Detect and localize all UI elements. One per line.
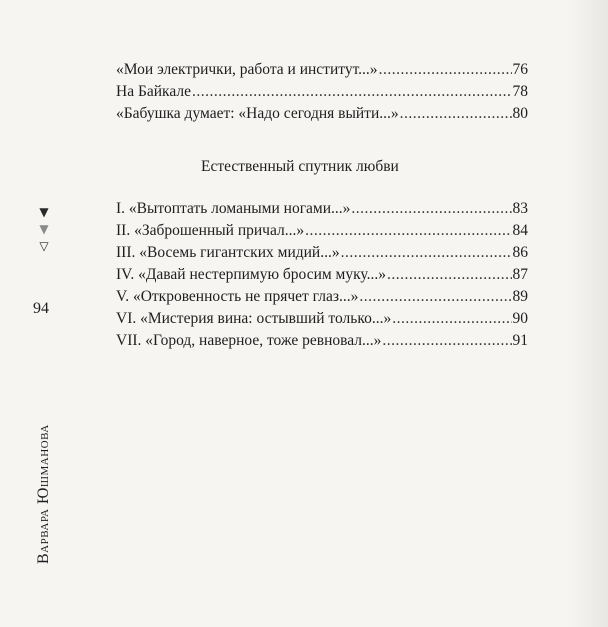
- page-number: 94: [33, 300, 49, 317]
- dot-leader: [382, 330, 511, 352]
- dot-leader: [379, 59, 512, 81]
- toc-entry-page: 86: [512, 244, 528, 261]
- dot-leader: [392, 308, 511, 330]
- toc-entry-page: 84: [512, 222, 528, 239]
- toc-entry[interactable]: [116, 198, 528, 220]
- toc-entry[interactable]: [116, 81, 528, 103]
- toc-entry-page: 91: [512, 332, 528, 349]
- dot-leader: [305, 220, 511, 242]
- toc-entry[interactable]: [116, 220, 528, 242]
- toc-entry-page: 87: [512, 266, 528, 283]
- running-head-text: Варвара Юшманова: [35, 424, 52, 564]
- dot-leader: [192, 81, 512, 103]
- triangle-outline-icon: ▽: [39, 239, 49, 253]
- dot-leader: [359, 286, 511, 308]
- toc-entry-title: I. «Вытоптать ломаными ногами...»: [116, 200, 351, 217]
- toc-entry-title: «Мои электрички, работа и институт...»: [116, 61, 378, 78]
- dot-leader: [387, 264, 512, 286]
- toc-entry-title: V. «Откровенность не прячет глаз...»: [116, 288, 359, 305]
- toc-entry-title: VII. «Город, наверное, тоже ревновал...»: [116, 332, 382, 349]
- triangle-filled-icon: ▼: [39, 205, 49, 219]
- toc-entry-page: 83: [512, 200, 528, 217]
- page-edge-shadow: [568, 0, 608, 627]
- toc-entry-title: III. «Восемь гигантских мидий...»: [116, 244, 340, 261]
- section-heading: Естественный спутник любви: [201, 158, 399, 175]
- dot-leader: [341, 242, 512, 264]
- dot-leader: [400, 103, 512, 125]
- toc-entry[interactable]: [116, 286, 528, 308]
- toc-entry-page: 90: [512, 310, 528, 327]
- toc-continued-list: [116, 59, 528, 125]
- toc-entry-title: VI. «Мистерия вина: остывший только...»: [116, 310, 392, 327]
- toc-entry-page: 76: [512, 61, 528, 78]
- toc-entry[interactable]: [116, 242, 528, 264]
- toc-entry[interactable]: [116, 103, 528, 125]
- toc-entry-title: II. «Заброшенный причал...»: [116, 222, 305, 239]
- toc-entry-page: 80: [512, 105, 528, 122]
- toc-entry[interactable]: [116, 308, 528, 330]
- section-markers: [36, 204, 52, 255]
- toc-entry-title: На Байкале: [116, 83, 191, 100]
- toc-entry-page: 89: [512, 288, 528, 305]
- toc-entry[interactable]: [116, 330, 528, 352]
- toc-entry-title: IV. «Давай нестерпимую бросим муку...»: [116, 266, 386, 283]
- toc-entry[interactable]: [116, 264, 528, 286]
- triangle-gray-icon: ▼: [39, 222, 49, 236]
- dot-leader: [351, 198, 511, 220]
- toc-entry[interactable]: [116, 59, 528, 81]
- toc-entry-page: 78: [512, 83, 528, 100]
- toc-section-list: [116, 198, 528, 352]
- toc-entry-title: «Бабушка думает: «Надо сегодня выйти...»: [116, 105, 399, 122]
